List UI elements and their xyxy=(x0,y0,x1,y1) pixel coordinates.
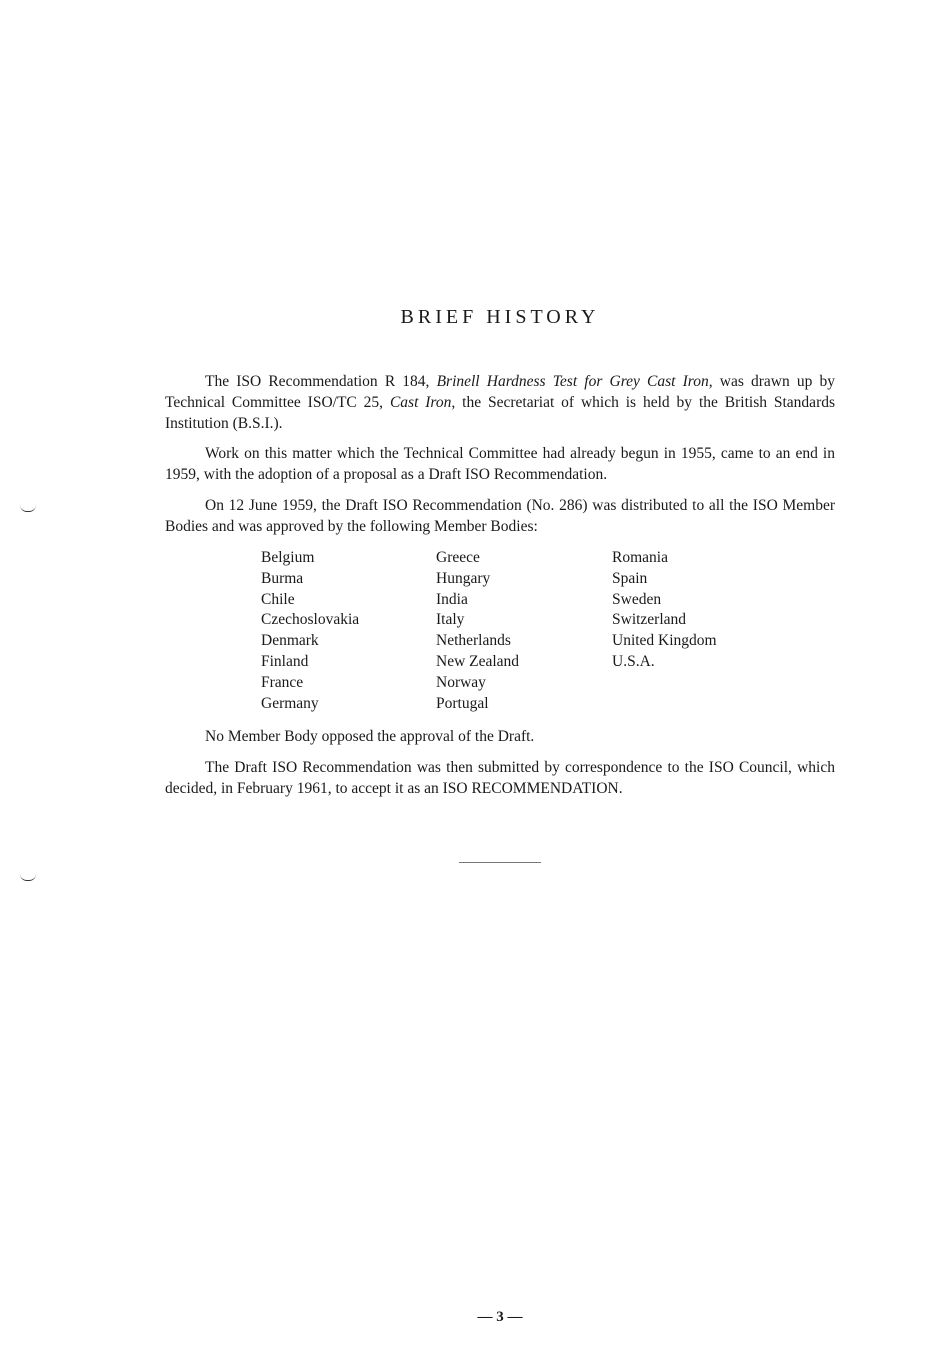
member-body: New Zealand xyxy=(436,652,520,670)
member-body: United Kingdom xyxy=(612,632,717,650)
member-body: Norway xyxy=(436,673,486,691)
member-body: Netherlands xyxy=(436,632,511,650)
member-body: Italy xyxy=(436,611,465,629)
member-body: Burma xyxy=(261,569,304,587)
member-body: India xyxy=(436,590,468,608)
section-divider xyxy=(459,862,541,863)
member-body: Romania xyxy=(612,549,668,566)
member-bodies-column-1 xyxy=(261,548,431,714)
paragraph-1-part-3: the Secretariat of which is held by the British Standards Institution (B.S.I.). xyxy=(165,394,836,432)
member-body: France xyxy=(261,673,304,691)
binding-hole-mark xyxy=(20,874,36,881)
member-body: Chile xyxy=(261,590,295,608)
paragraph-council-decision xyxy=(165,757,835,799)
paragraph-recommendation-origin xyxy=(165,371,835,434)
paragraph-1-italic-title: Brinell Hardness Test for Grey Cast Iron, xyxy=(436,373,713,390)
binding-hole-mark xyxy=(20,505,36,512)
paragraph-no-opposition xyxy=(165,726,835,747)
paragraph-1-part-1: The ISO Recommendation R 184, xyxy=(205,373,437,390)
member-body: Spain xyxy=(612,569,648,587)
paragraph-1-italic-committee: Cast Iron, xyxy=(389,394,456,411)
member-body: Hungary xyxy=(436,569,491,587)
member-body: Germany xyxy=(261,694,319,712)
paragraph-1-part-2: was drawn up by Technical Committee ISO/TC 25, xyxy=(165,373,835,411)
paragraph-2-text: Work on this matter which the Technical Committee had already begun in 1955, came to an end in 1959, with the adoption of a proposal as a Draft ISO Recommendation. xyxy=(165,445,835,483)
paragraph-4-text: No Member Body opposed the approval of the Draft. xyxy=(205,728,535,745)
member-body: Switzerland xyxy=(612,611,687,629)
member-body: Sweden xyxy=(612,590,662,608)
paragraph-work-timeline xyxy=(165,443,835,485)
paragraph-1-text xyxy=(165,371,835,434)
member-body: U.S.A. xyxy=(612,652,655,670)
member-bodies-column-2 xyxy=(436,548,606,714)
member-body: Belgium xyxy=(261,549,315,566)
member-bodies-column-3 xyxy=(612,548,782,673)
member-body: Denmark xyxy=(261,632,319,650)
page-number: — 3 — xyxy=(477,1309,523,1325)
paragraph-distribution xyxy=(165,495,835,537)
member-body: Finland xyxy=(261,652,309,670)
page-title: BRIEF HISTORY xyxy=(400,306,600,328)
member-body: Czechoslovakia xyxy=(261,611,360,629)
member-body: Greece xyxy=(436,549,480,566)
paragraph-5-text: The Draft ISO Recommendation was then submitted by correspondence to the ISO Council, which decided, in February 1961, to accept it as an ISO RECOMMENDATION. xyxy=(165,759,835,797)
paragraph-3-text: On 12 June 1959, the Draft ISO Recommendation (No. 286) was distributed to all the ISO Member Bodies and was approved by the following Member Bodies: xyxy=(165,497,835,535)
member-body: Portugal xyxy=(436,694,489,712)
